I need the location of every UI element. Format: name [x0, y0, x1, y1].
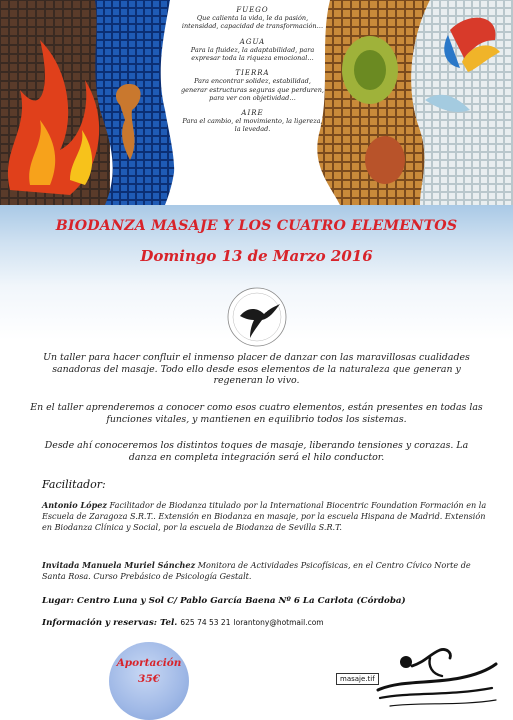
facilitator-main — [42, 500, 487, 533]
element-name-fire: FUEGO — [236, 6, 269, 14]
facilitator-name: Antonio López — [42, 500, 107, 510]
elements-poem — [180, 6, 325, 134]
contact-line — [42, 618, 324, 628]
event-place: Lugar: Centro Luna y Sol C/ Pablo García Baena Nº 6 La Carlota (Córdoba) — [42, 596, 406, 606]
guest-bio: Monitora de Actividades Psicofísicas, en el Centro Cívico Norte de Santa Rosa. Curso Prebásico de Psicología Gestalt. — [42, 560, 471, 581]
mosaic-banner — [0, 0, 513, 205]
intro-paragraph-2: En el taller aprenderemos a conocer como esos cuatro elementos, están presentes en todas las funciones vitales, y mantienen en equilibrio todos los sistemas. — [30, 402, 483, 425]
facilitator-heading: Facilitador: — [42, 478, 106, 491]
element-text-fire: Que calienta la vida, le da pasión, intensidad, capacidad de transformación… — [181, 14, 324, 31]
element-name-water: AGUA — [239, 37, 266, 46]
massage-illustration-icon — [370, 640, 500, 710]
event-date: Domingo 13 de Marzo 2016 — [140, 247, 373, 265]
phone-label: Tel. — [160, 618, 178, 628]
element-text-air: Para el cambio, el movimiento, la ligereza, la levedad. — [182, 117, 323, 134]
intro-paragraph-3: Desde ahí conoceremos los distintos toques de masaje, liberando tensiones y corazas. La danza en completa integración será el hilo conductor. — [44, 440, 469, 463]
phone-number: 625 74 53 21 — [180, 618, 231, 627]
price-label: Aportación — [116, 657, 182, 669]
intro-paragraph-1: Un taller para hacer confluir el inmenso placer de danzar con las maravillosas cualidades sanadoras del masaje. Todo ello desde esos elementos de la naturaleza que generan y regeneran lo vivo. — [43, 352, 470, 387]
price-badge — [109, 642, 189, 720]
facilitator-bio: Facilitador de Biodanza titulado por la International Biocentric Foundation Formación en la Escuela de Zaragoza S.R.T.. Extensión en Biodanza en masaje, por la escuela Hispana de Madrid. Extensión en Biodanza Clínica y Social, por la escuela de Biodanza de Sevilla S.R.T. — [42, 500, 487, 532]
email-link[interactable]: lorantony@hotmail.com — [233, 618, 324, 627]
image-filename-label: masaje.tif — [336, 673, 379, 685]
element-name-air: AIRE — [241, 109, 264, 118]
event-title: BIODANZA MASAJE Y LOS CUATRO ELEMENTOS — [55, 218, 458, 234]
element-text-water: Para la fluidez, la adaptabilidad, para expresar toda la riqueza emocional… — [190, 45, 315, 63]
contact-label: Información y reservas: — [42, 618, 157, 628]
price-value: 35€ — [138, 673, 160, 685]
element-name-earth: TIERRA — [235, 69, 270, 78]
guest-name: Invitada Manuela Muriel Sánchez — [42, 560, 196, 570]
facilitator-guest — [42, 560, 487, 582]
element-text-earth: Para encontrar solidez, estabilidad, generar estructuras seguras que perduren, para ver con objetividad… — [181, 77, 324, 102]
bird-logo-icon — [226, 286, 288, 348]
